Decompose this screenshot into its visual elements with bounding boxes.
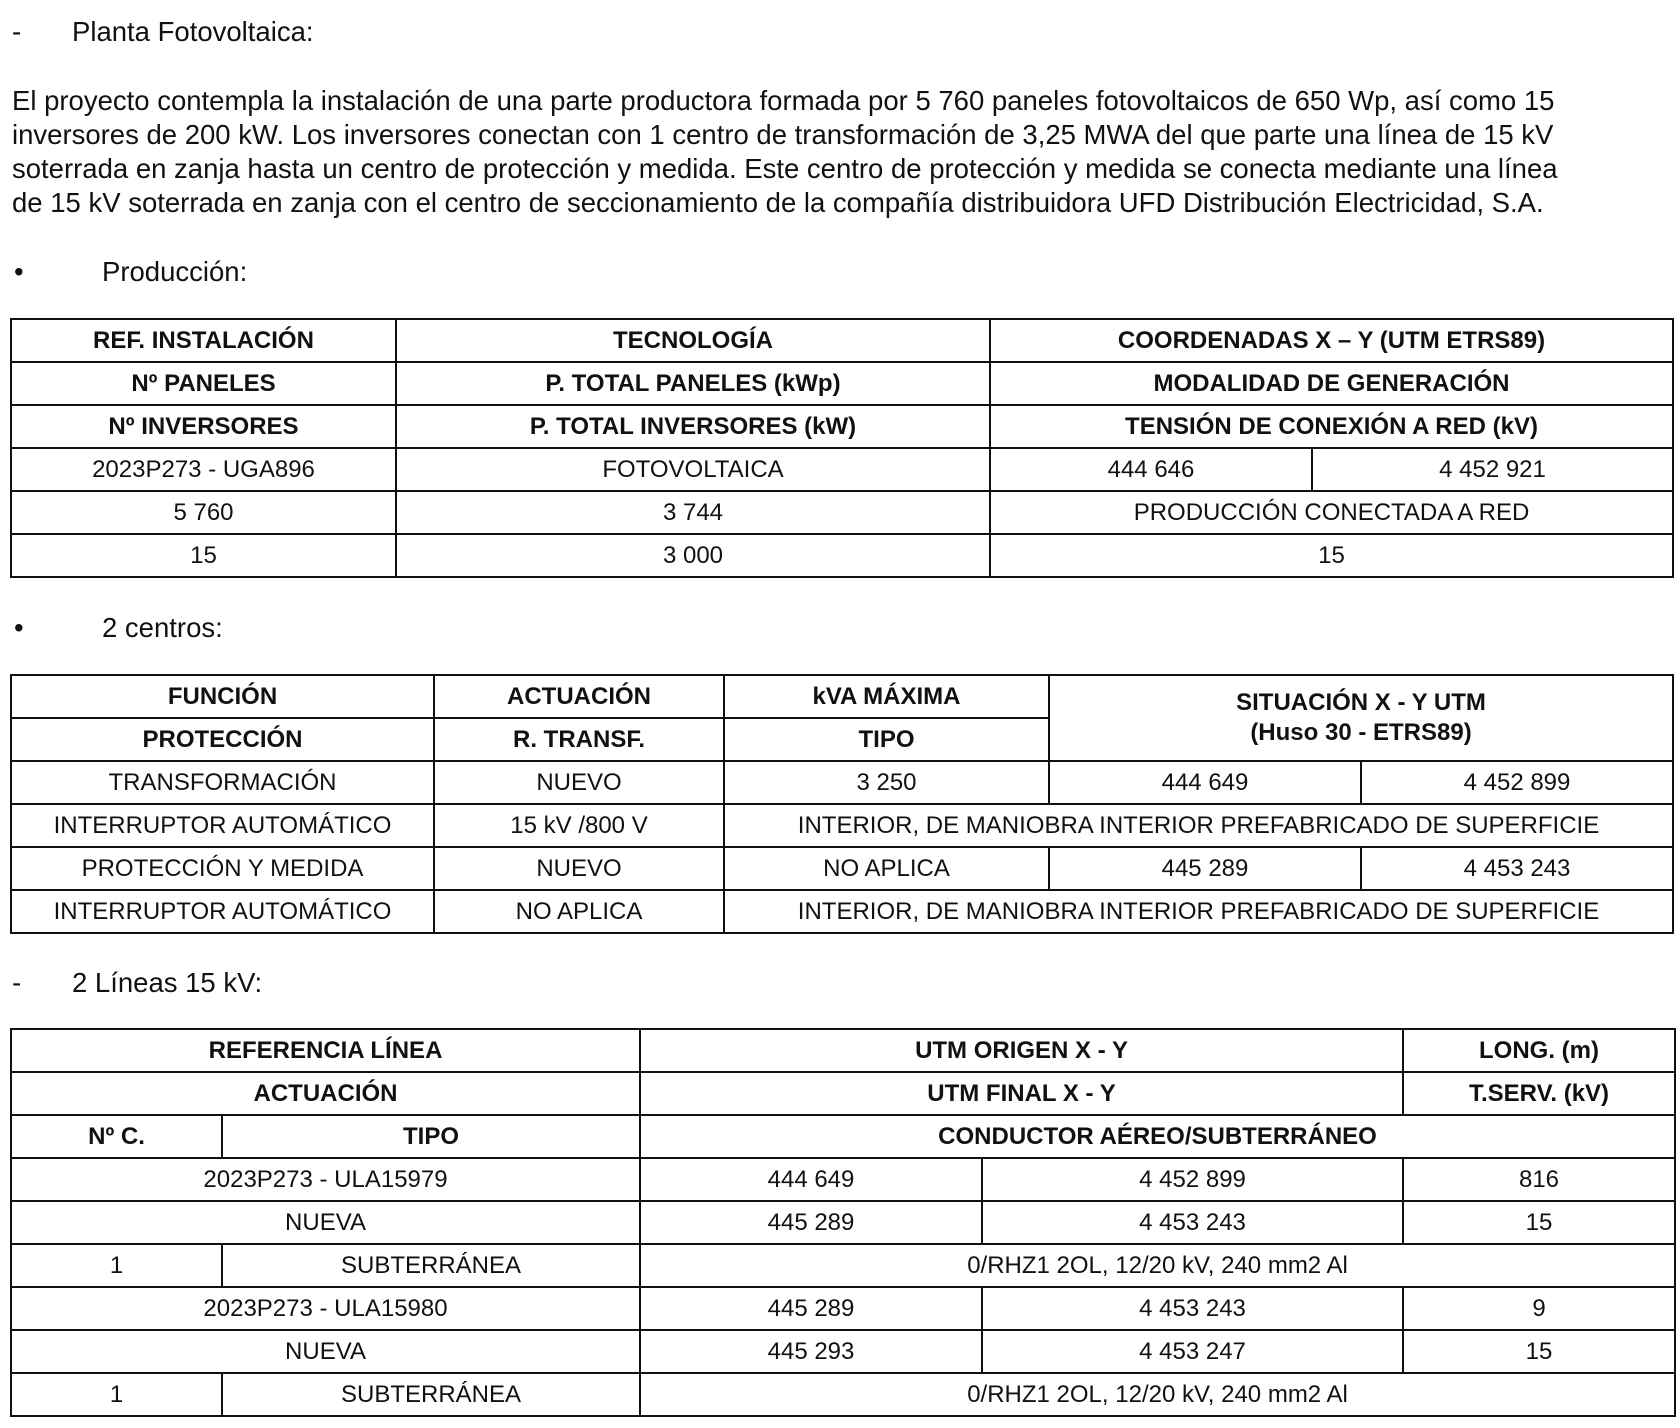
table-cell: 4 453 247 (982, 1330, 1403, 1373)
table-cell: NUEVA (11, 1330, 640, 1373)
table-cell: 445 293 (640, 1330, 982, 1373)
table-cell: 15 (1403, 1330, 1675, 1373)
table-cell: SUBTERRÁNEA (222, 1373, 640, 1416)
table-cell: NUEVA (11, 1201, 640, 1244)
table-cell: 4 453 243 (982, 1287, 1403, 1330)
table-cell: 444 649 (640, 1158, 982, 1201)
centros-title: 2 centros: (102, 612, 223, 643)
table-cell: INTERRUPTOR AUTOMÁTICO (11, 890, 434, 933)
table-row (11, 1244, 1675, 1287)
table-cell: 4 452 899 (1361, 761, 1673, 804)
table-header-row (11, 405, 1673, 448)
table-cell: INTERRUPTOR AUTOMÁTICO (11, 804, 434, 847)
header-cell: REFERENCIA LÍNEA (11, 1029, 640, 1072)
table-row (11, 448, 1673, 491)
table-cell: 15 (1403, 1201, 1675, 1244)
table-cell: 1 (11, 1373, 222, 1416)
header-cell: T.SERV. (kV) (1403, 1072, 1675, 1115)
produccion-table (10, 318, 1674, 578)
table-cell: FOTOVOLTAICA (396, 448, 990, 491)
table-row (11, 491, 1673, 534)
header-line: (Huso 30 - ETRS89) (1250, 719, 1472, 746)
table-cell: 9 (1403, 1287, 1675, 1330)
table-header-row (11, 319, 1673, 362)
table-cell: 2023P273 - ULA15980 (11, 1287, 640, 1330)
table-cell: 0/RHZ1 2OL, 12/20 kV, 240 mm2 Al (640, 1244, 1675, 1287)
header-cell: UTM ORIGEN X - Y (640, 1029, 1403, 1072)
lineas-title: 2 Líneas 15 kV: (72, 967, 263, 998)
table-row (11, 804, 1673, 847)
table-row (11, 1287, 1675, 1330)
table-cell: PRODUCCIÓN CONECTADA A RED (990, 491, 1673, 534)
header-cell: Nº PANELES (11, 362, 396, 405)
table-cell: NUEVO (434, 847, 724, 890)
header-cell: PROTECCIÓN (11, 718, 434, 761)
paragraph-line: El proyecto contempla la instalación de una parte productora formada por 5 760 paneles fotovoltaicos de 650 Wp, así como 15 (12, 85, 1555, 116)
section-title: Planta Fotovoltaica: (72, 16, 314, 47)
header-cell: ACTUACIÓN (434, 675, 724, 718)
header-cell: TENSIÓN DE CONEXIÓN A RED (kV) (990, 405, 1673, 448)
table-header-row (11, 675, 1673, 718)
table-cell: INTERIOR, DE MANIOBRA INTERIOR PREFABRICADO DE SUPERFICIE (724, 804, 1673, 847)
table-row (11, 1373, 1675, 1416)
header-cell: TECNOLOGÍA (396, 319, 990, 362)
table-cell: SUBTERRÁNEA (222, 1244, 640, 1287)
table-cell: 15 (11, 534, 396, 577)
header-cell: kVA MÁXIMA (724, 675, 1049, 718)
table-cell: 15 kV /800 V (434, 804, 724, 847)
table-cell: 3 744 (396, 491, 990, 534)
produccion-heading (12, 256, 247, 288)
table-cell: NO APLICA (434, 890, 724, 933)
header-cell: COORDENADAS X – Y (UTM ETRS89) (990, 319, 1673, 362)
paragraph-line: inversores de 200 kW. Los inversores conectan con 1 centro de transformación de 3,25 MWA del que parte una línea de 15 kV (12, 119, 1554, 150)
table-cell: 4 453 243 (1361, 847, 1673, 890)
table-cell: 2023P273 - UGA896 (11, 448, 396, 491)
table-cell: 444 646 (990, 448, 1312, 491)
table-header-row (11, 362, 1673, 405)
table-row (11, 761, 1673, 804)
header-cell: TIPO (724, 718, 1049, 761)
centros-table (10, 674, 1674, 934)
table-row (11, 847, 1673, 890)
table-row (11, 1330, 1675, 1373)
lineas-heading (12, 967, 262, 999)
paragraph-line: soterrada en zanja hasta un centro de protección y medida. Este centro de protección y medida se conecta mediante una línea (12, 153, 1558, 184)
description-paragraph (12, 84, 1672, 220)
header-cell: CONDUCTOR AÉREO/SUBTERRÁNEO (640, 1115, 1675, 1158)
header-cell: UTM FINAL X - Y (640, 1072, 1403, 1115)
lineas-table (10, 1028, 1676, 1417)
header-cell: TIPO (222, 1115, 640, 1158)
header-cell-situacion (1049, 675, 1673, 761)
dash-marker: - (12, 16, 22, 47)
table-cell: 5 760 (11, 491, 396, 534)
header-cell: Nº INVERSORES (11, 405, 396, 448)
table-cell: NUEVO (434, 761, 724, 804)
bullet-marker: • (14, 612, 24, 643)
table-cell: 15 (990, 534, 1673, 577)
header-cell: R. TRANSF. (434, 718, 724, 761)
header-cell: P. TOTAL INVERSORES (kW) (396, 405, 990, 448)
table-cell: 445 289 (640, 1287, 982, 1330)
table-cell: INTERIOR, DE MANIOBRA INTERIOR PREFABRICADO DE SUPERFICIE (724, 890, 1673, 933)
section-heading-planta (12, 16, 314, 48)
table-row (11, 1201, 1675, 1244)
header-line: SITUACIÓN X - Y UTM (1236, 689, 1486, 716)
header-cell: FUNCIÓN (11, 675, 434, 718)
paragraph-line: de 15 kV soterrada en zanja con el centro de seccionamiento de la compañía distribuidora UFD Distribución Electricidad, S.A. (12, 187, 1544, 218)
table-row (11, 534, 1673, 577)
header-cell: REF. INSTALACIÓN (11, 319, 396, 362)
header-cell: LONG. (m) (1403, 1029, 1675, 1072)
table-header-row (11, 1115, 1675, 1158)
table-row (11, 1158, 1675, 1201)
table-row (11, 890, 1673, 933)
header-cell: MODALIDAD DE GENERACIÓN (990, 362, 1673, 405)
table-cell: 444 649 (1049, 761, 1361, 804)
table-cell: 2023P273 - ULA15979 (11, 1158, 640, 1201)
table-cell: 816 (1403, 1158, 1675, 1201)
produccion-title: Producción: (102, 256, 248, 287)
table-cell: 445 289 (1049, 847, 1361, 890)
header-cell: P. TOTAL PANELES (kWp) (396, 362, 990, 405)
table-cell: 0/RHZ1 2OL, 12/20 kV, 240 mm2 Al (640, 1373, 1675, 1416)
table-cell: 4 453 243 (982, 1201, 1403, 1244)
table-cell: 445 289 (640, 1201, 982, 1244)
centros-heading (12, 612, 223, 644)
table-header-row (11, 1072, 1675, 1115)
table-cell: 4 452 899 (982, 1158, 1403, 1201)
table-cell: 3 000 (396, 534, 990, 577)
table-cell: 1 (11, 1244, 222, 1287)
bullet-marker: • (14, 256, 24, 287)
table-cell: 3 250 (724, 761, 1049, 804)
header-cell: Nº C. (11, 1115, 222, 1158)
table-cell: NO APLICA (724, 847, 1049, 890)
header-cell: ACTUACIÓN (11, 1072, 640, 1115)
dash-marker: - (12, 967, 22, 998)
table-cell: 4 452 921 (1312, 448, 1673, 491)
table-cell: TRANSFORMACIÓN (11, 761, 434, 804)
table-cell: PROTECCIÓN Y MEDIDA (11, 847, 434, 890)
table-header-row (11, 1029, 1675, 1072)
